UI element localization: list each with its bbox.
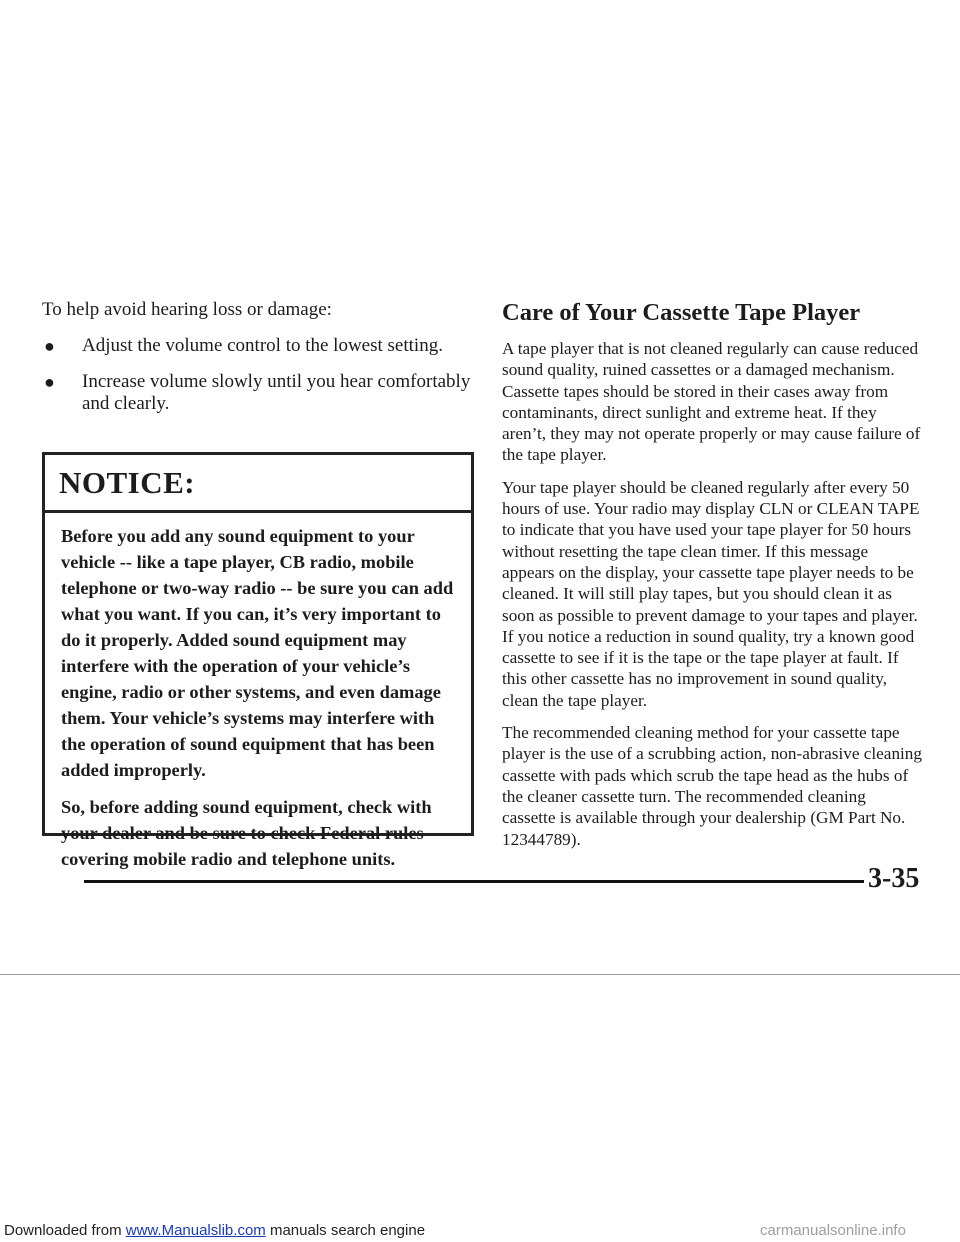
body-paragraph: Your tape player should be cleaned regularly after every 50 hours of use. Your radio may display CLN or CLEAN TAPE to indicate that you have used your tape player for 50 hours without resetting the tape clean timer. If this message appears on the display, your cassette tape player needs to be cleaned. It will still play tapes, but you should clean it as soon as possible to prevent damage to your tapes and player. If you notice a reduction in sound quality, try a known good cassette to see if it is the tape or the tape player at fault. If this other cassette has no improvement in sound quality, clean the tape player. (502, 477, 920, 710)
download-footer: Downloaded from www.Manualslib.com manuals search engine (4, 1222, 426, 1239)
bullet-item: ● Adjust the volume control to the lowest setting. (44, 335, 443, 356)
body-paragraph: The recommended cleaning method for your cassette tape player is the use of a scrubbing action, non-abrasive cleaning cassette with pads which scrub the tape head as the hubs of the cleaner cassette turn. The recommended cleaning cassette is available through your dealership (GM Part No. 12344789). (502, 723, 922, 849)
section-heading: Care of Your Cassette Tape Player (502, 299, 861, 326)
left-column (42, 298, 482, 429)
notice-paragraph: So, before adding sound equipment, check with your dealer and be sure to check Federal rules covering mobile radio and telephone units. (61, 797, 432, 869)
notice-title: NOTICE: (45, 455, 471, 513)
page-bottom-line (0, 974, 960, 975)
bullet-icon: ● (44, 336, 55, 356)
intro-text: To help avoid hearing loss or damage: (42, 299, 332, 320)
bullet-list (42, 335, 482, 415)
manualslib-link[interactable]: www.Manualslib.com (125, 1222, 266, 1239)
page-number: 3-35 (868, 863, 920, 894)
page-rule (84, 880, 864, 883)
watermark: carmanualsonline.info (760, 1222, 906, 1239)
notice-body (45, 513, 471, 872)
bullet-item: ● Increase volume slowly until you hear comfortably and clearly. (44, 371, 471, 414)
right-column (502, 298, 922, 861)
notice-paragraph: Before you add any sound equipment to your vehicle -- like a tape player, CB radio, mobile telephone or two-way radio -- be sure you can add what you want. If you can, it’s very important to do it properly. Added sound equipment may interfere with the operation of your vehicle’s engine, radio or other systems, and even damage them. Your vehicle’s systems may interfere with the operation of sound equipment that has been added improperly. (61, 526, 454, 780)
bullet-icon: ● (44, 372, 55, 392)
notice-box (42, 452, 474, 869)
body-paragraph: A tape player that is not cleaned regularly can cause reduced sound quality, ruined cassettes or a damaged mechanism. Cassette tapes should be stored in their cases away from contaminants, direct sunlight and extreme heat. If they aren’t, they may not operate properly or may cause failure of the tape player. (502, 339, 921, 465)
